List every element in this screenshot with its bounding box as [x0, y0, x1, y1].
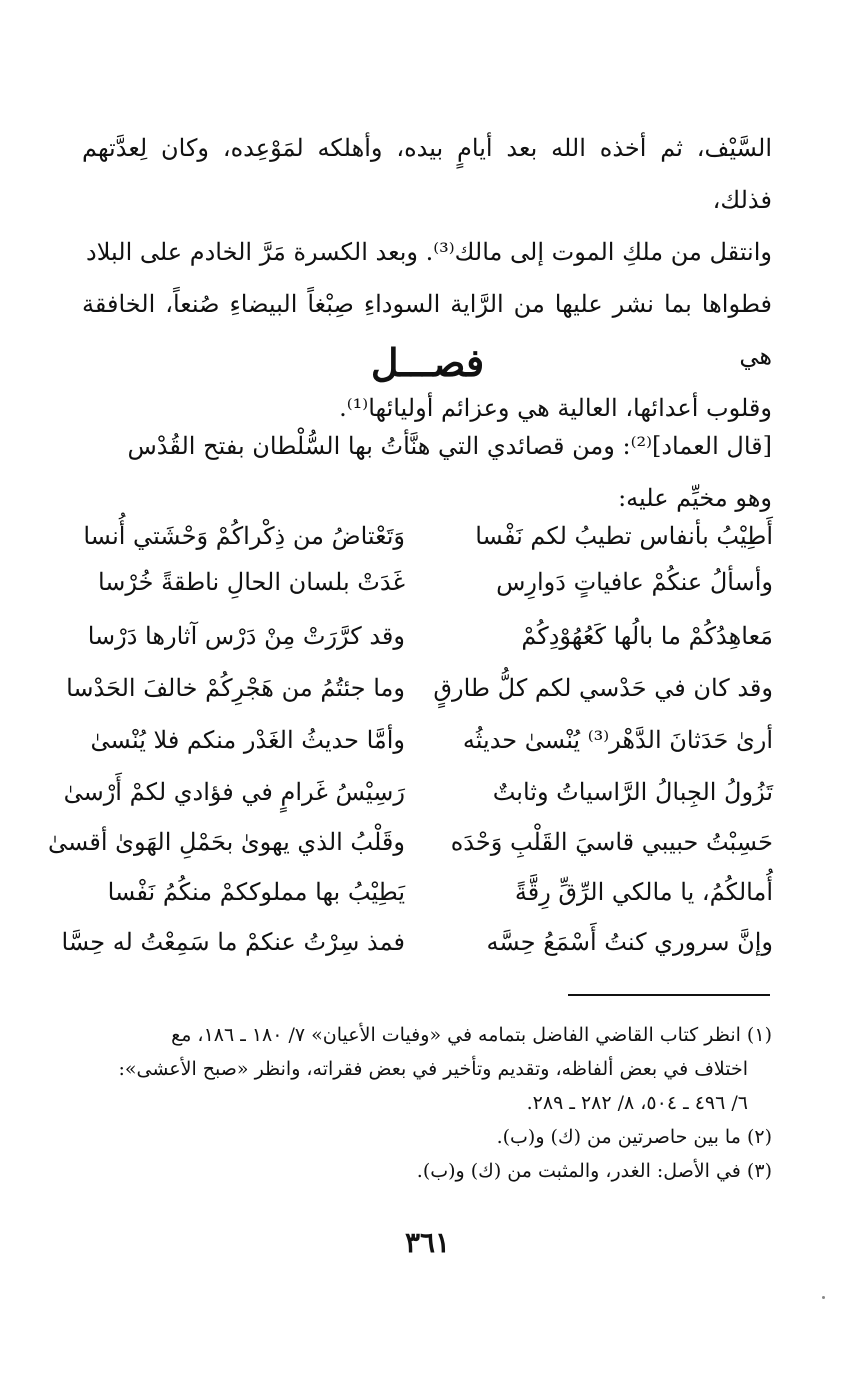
- poem-intro-line: [قال العماد]⁽²⁾: ومن قصائدي التي هنَّأتُ بها السُّلْطان بفتح القُدْس: [127, 432, 772, 460]
- verse-first-hemistich: مَعاهِدُكُمْ ما بالُها كَعُهُوْدِكُمْ: [521, 622, 773, 650]
- page-number: ٣٦١: [404, 1226, 451, 1259]
- poem-verse: [0, 674, 855, 734]
- verse-second-hemistich: يَطِيْبُ بها مملوككمْ منكُمُ نَفْسا: [107, 878, 405, 906]
- verse-first-hemistich: وأسألُ عنكُمْ عافياتٍ دَوارِس: [496, 568, 773, 596]
- section-heading: فصـــل: [370, 340, 485, 385]
- poem-verse: [0, 928, 855, 988]
- verse-first-hemistich: وقد كان في حَدْسي لكم كلُّ طارقٍ: [433, 674, 773, 702]
- verse-first-hemistich: أرىٰ حَدَثانَ الدَّهْر⁽³⁾ يُنْسىٰ حديثُه: [462, 726, 773, 754]
- footnote-3: (٣) في الأصل: الغدر، والمثبت من (ك) و(ب).: [416, 1160, 772, 1182]
- verse-second-hemistich: وقَلْبُ الذي يهوىٰ بحَمْلِ الهَوىٰ أقسىٰ: [47, 828, 405, 856]
- poem-introduction: [82, 420, 772, 524]
- verse-first-hemistich: أَطِيْبُ بأنفاس تطيبُ لكم نَفْسا: [475, 522, 773, 550]
- verse-first-hemistich: حَسِبْتُ حبيبي قاسيَ القَلْبِ وَحْدَه: [450, 828, 773, 856]
- verse-first-hemistich: وإنَّ سروري كنتُ أَسْمَعُ حِسَّه: [486, 928, 773, 956]
- scan-speck: [822, 1296, 825, 1299]
- verse-second-hemistich: وَتَعْتاضُ من ذِكْراكُمْ وَحْشَتي أُنسا: [83, 522, 405, 550]
- footnotes: [75, 1018, 772, 1188]
- poem-intro-line: وهو مخيِّم عليه:: [618, 484, 772, 512]
- verse-second-hemistich: رَسِيْسُ غَرامٍ في فؤادي لكمْ أَرْسىٰ: [63, 778, 405, 806]
- footnote-separator: [568, 994, 770, 996]
- verse-first-hemistich: أُمالكُمُ، يا مالكي الرِّقِّ رِقَّةً: [514, 878, 773, 906]
- verse-second-hemistich: وأمَّا حديثُ الغَدْر منكم فلا يُنْسىٰ: [90, 726, 405, 754]
- poem-verse: [0, 622, 855, 682]
- verse-second-hemistich: وقد كرَّرَتْ مِنْ دَرْس آثارها دَرْسا: [87, 622, 405, 650]
- verse-second-hemistich: غَدَتْ بلسان الحالِ ناطقةً خُرْسا: [97, 568, 405, 596]
- intro-line: السَّيْف، ثم أخذه الله بعد أيامٍ بيده، وأهلكه لمَوْعِده، وكان لِعدَّتهم فذلك،: [82, 134, 772, 214]
- poem-verse: [0, 568, 855, 628]
- verse-first-hemistich: تَزُولُ الجِبالُ الرَّاسياتُ وثابتٌ: [492, 778, 773, 806]
- verse-second-hemistich: فمذ سِرْتُ عنكمْ ما سَمِعْتُ له حِسَّا: [61, 928, 405, 956]
- poem-verse: [0, 726, 855, 786]
- intro-paragraph: [82, 122, 772, 434]
- footnote-2: (٢) ما بين حاصرتين من (ك) و(ب).: [496, 1126, 772, 1148]
- verse-second-hemistich: وما جئتُمُ من هَجْرِكُمْ خالفَ الحَدْسا: [66, 674, 405, 702]
- intro-line: فطواها بما نشر عليها من الرَّاية السوداءِ صِبْغاً البيضاءِ صُنعاً، الخافقة هي: [82, 290, 772, 370]
- footnote-1-line: اختلاف في بعض ألفاظه، وتقديم وتأخير في بعض فقراته، وانظر «صبح الأعشى»:: [118, 1058, 748, 1080]
- intro-line: وقلوب أعدائها، العالية هي وعزائم أوليائها⁽¹⁾.: [339, 394, 772, 422]
- footnote-1-line: (١) انظر كتاب القاضي الفاضل بتمامه في «وفيات الأعيان» ٧/ ١٨٠ ـ ١٨٦، مع: [171, 1024, 772, 1046]
- footnote-1-line: ٦/ ٤٩٦ ـ ٥٠٤، ٨/ ٢٨٢ ـ ٢٨٩.: [526, 1092, 748, 1114]
- intro-line: وانتقل من ملكِ الموت إلى مالك⁽³⁾. وبعد الكسرة مَرَّ الخادم على البلاد: [86, 238, 772, 266]
